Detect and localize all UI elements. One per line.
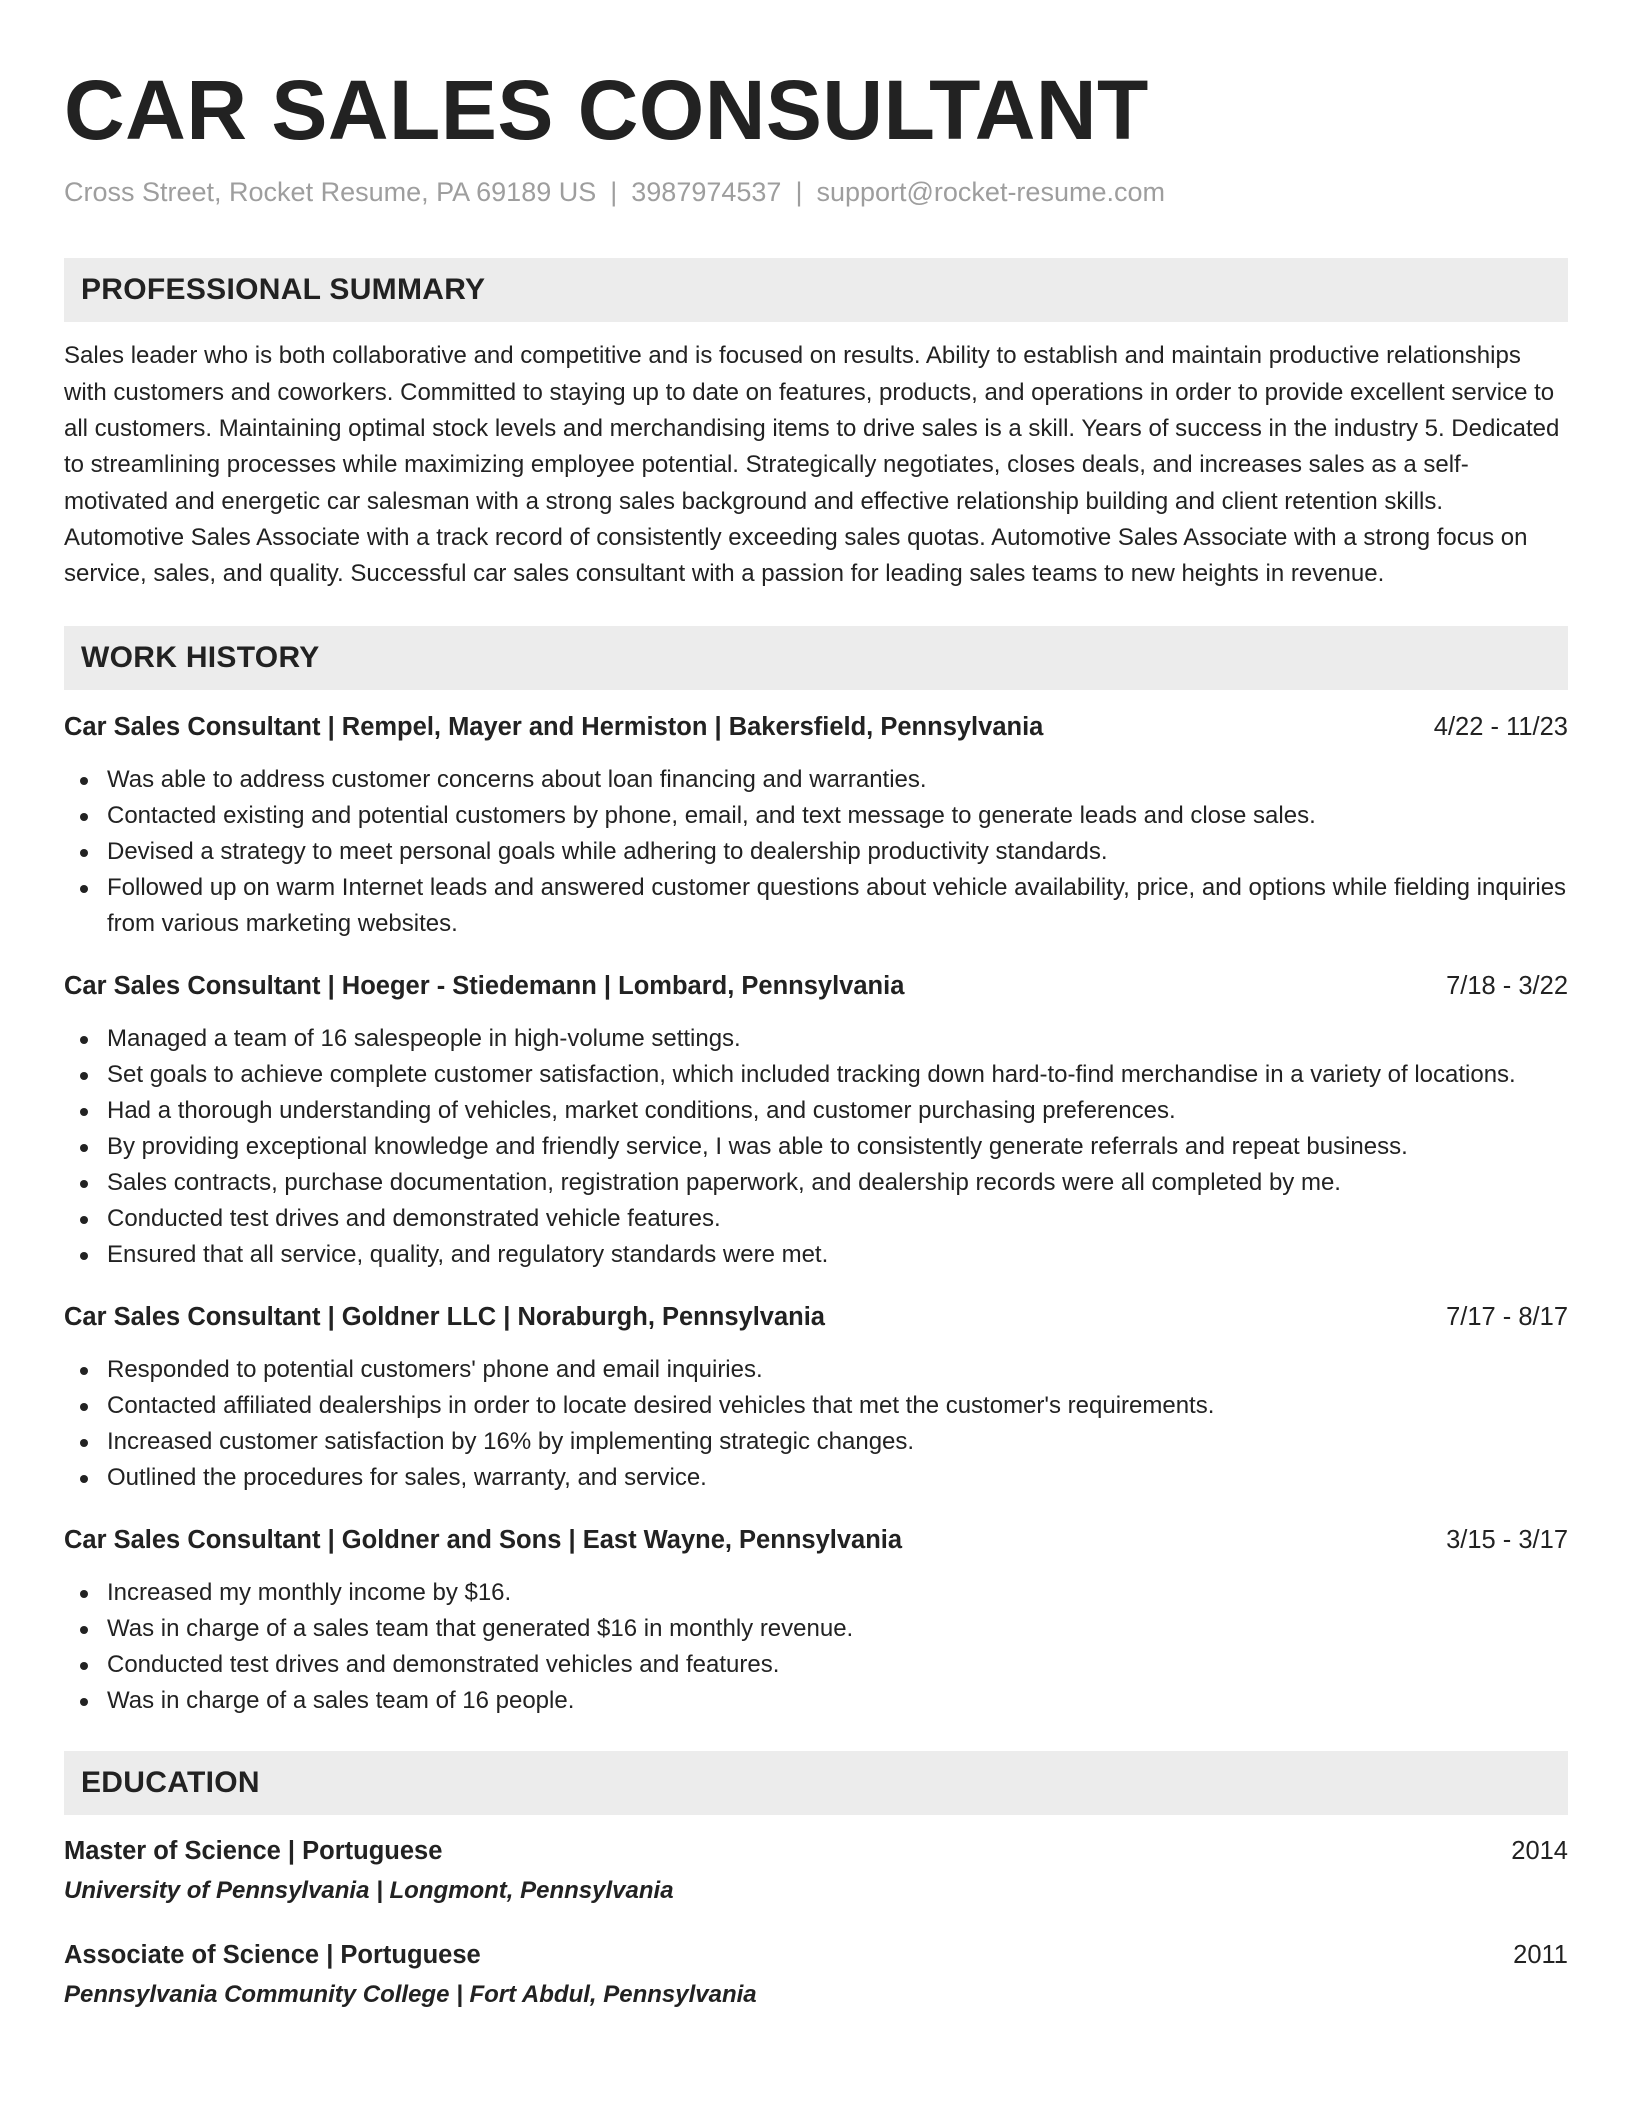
work-history-section-header: WORK HISTORY bbox=[64, 626, 1568, 690]
education-section-header: EDUCATION bbox=[64, 1751, 1568, 1815]
job-bullet: Was in charge of a sales team that generated $16 in monthly revenue. bbox=[64, 1611, 1568, 1647]
job-bullet: Increased customer satisfaction by 16% by implementing strategic changes. bbox=[64, 1424, 1568, 1460]
resume-name: CAR SALES CONSULTANT bbox=[64, 63, 1149, 157]
contact-email: support@rocket-resume.com bbox=[816, 177, 1165, 207]
job-bullet: By providing exceptional knowledge and friendly service, I was able to consistently generate referrals and repeat business. bbox=[64, 1129, 1568, 1165]
summary-text: Sales leader who is both collaborative and competitive and is focused on results. Ability to establish and maintain productive relationships with customers and coworkers. Committed to staying up to date on features, products, and operations in order to provide excellent service to all customers. Maintaining optimal stock levels and merchandising items to drive sales is a skill. Years of success in the industry 5. Dedicated to streamlining processes while maximizing employee potential. Strategically negotiates, closes deals, and increases sales as a self-motivated and energetic car salesman with a strong sales background and effective relationship building and client retention skills. Automotive Sales Associate with a track record of consistently exceeding sales quotas. Automotive Sales Associate with a strong focus on service, sales, and quality. Successful car sales consultant with a passion for leading sales teams to new heights in revenue. bbox=[64, 342, 1560, 588]
job-header bbox=[64, 969, 1568, 1003]
job-dates: 7/17 - 8/17 bbox=[1446, 1303, 1568, 1332]
job-bullet: Contacted affiliated dealerships in order to locate desired vehicles that met the customer's requirements. bbox=[64, 1388, 1568, 1424]
education-school: Pennsylvania Community College | Fort Abdul, Pennsylvania bbox=[64, 1981, 757, 2009]
contact-line bbox=[64, 176, 1568, 208]
job-heading: Car Sales Consultant | Goldner and Sons | East Wayne, Pennsylvania bbox=[64, 1526, 903, 1555]
job-bullet: Followed up on warm Internet leads and answered customer questions about vehicle availability, price, and options while fielding inquiries from various marketing websites. bbox=[64, 870, 1568, 942]
contact-separator: | bbox=[795, 177, 803, 207]
contact-address: Cross Street, Rocket Resume, PA 69189 US bbox=[64, 177, 597, 207]
job-bullet: Was in charge of a sales team of 16 people. bbox=[64, 1683, 1568, 1719]
job-bullet: Conducted test drives and demonstrated vehicles and features. bbox=[64, 1647, 1568, 1683]
job-bullet: Contacted existing and potential customers by phone, email, and text message to generate leads and close sales. bbox=[64, 798, 1568, 834]
job-bullet: Set goals to achieve complete customer satisfaction, which included tracking down hard-to-find merchandise in a variety of locations. bbox=[64, 1057, 1568, 1093]
job-bullet: Outlined the procedures for sales, warranty, and service. bbox=[64, 1460, 1568, 1496]
job-bullet: Increased my monthly income by $16. bbox=[64, 1575, 1568, 1611]
job-bullet: Sales contracts, purchase documentation, registration paperwork, and dealership records were all completed by me. bbox=[64, 1165, 1568, 1201]
job-heading: Car Sales Consultant | Rempel, Mayer and Hermiston | Bakersfield, Pennsylvania bbox=[64, 713, 1044, 742]
job-entry bbox=[64, 1523, 1568, 1719]
education-year: 2014 bbox=[1511, 1837, 1568, 1866]
education-entry bbox=[64, 1833, 1568, 1909]
job-dates: 7/18 - 3/22 bbox=[1446, 972, 1568, 1001]
job-header bbox=[64, 710, 1568, 744]
job-header bbox=[64, 1300, 1568, 1334]
education-degree: Associate of Science | Portuguese bbox=[64, 1941, 481, 1970]
education-header bbox=[64, 1833, 1568, 1869]
education-entry bbox=[64, 1937, 1568, 2013]
job-bullet-list bbox=[64, 762, 1568, 942]
job-bullet-list bbox=[64, 1575, 1568, 1719]
job-entry bbox=[64, 710, 1568, 942]
job-dates: 4/22 - 11/23 bbox=[1433, 713, 1568, 742]
job-bullet-list bbox=[64, 1021, 1568, 1273]
education-year: 2011 bbox=[1513, 1941, 1568, 1970]
job-bullet: Conducted test drives and demonstrated vehicle features. bbox=[64, 1201, 1568, 1237]
job-bullet: Responded to potential customers' phone and email inquiries. bbox=[64, 1352, 1568, 1388]
contact-separator: | bbox=[610, 177, 618, 207]
education-header bbox=[64, 1937, 1568, 1973]
contact-phone: 3987974537 bbox=[631, 177, 782, 207]
job-entry bbox=[64, 1300, 1568, 1496]
job-heading: Car Sales Consultant | Hoeger - Stiedemann | Lombard, Pennsylvania bbox=[64, 972, 905, 1001]
job-header bbox=[64, 1523, 1568, 1557]
job-dates: 3/15 - 3/17 bbox=[1446, 1526, 1568, 1555]
education-school: University of Pennsylvania | Longmont, Pennsylvania bbox=[64, 1877, 674, 1905]
summary-section-header: PROFESSIONAL SUMMARY bbox=[64, 258, 1568, 322]
job-bullet: Had a thorough understanding of vehicles, market conditions, and customer purchasing preferences. bbox=[64, 1093, 1568, 1129]
job-heading: Car Sales Consultant | Goldner LLC | Noraburgh, Pennsylvania bbox=[64, 1303, 825, 1332]
education-degree: Master of Science | Portuguese bbox=[64, 1837, 443, 1866]
job-bullet: Was able to address customer concerns about loan financing and warranties. bbox=[64, 762, 1568, 798]
job-entry bbox=[64, 969, 1568, 1273]
job-bullet-list bbox=[64, 1352, 1568, 1496]
job-bullet: Managed a team of 16 salespeople in high-volume settings. bbox=[64, 1021, 1568, 1057]
job-bullet: Devised a strategy to meet personal goals while adhering to dealership productivity standards. bbox=[64, 834, 1568, 870]
job-bullet: Ensured that all service, quality, and regulatory standards were met. bbox=[64, 1237, 1568, 1273]
